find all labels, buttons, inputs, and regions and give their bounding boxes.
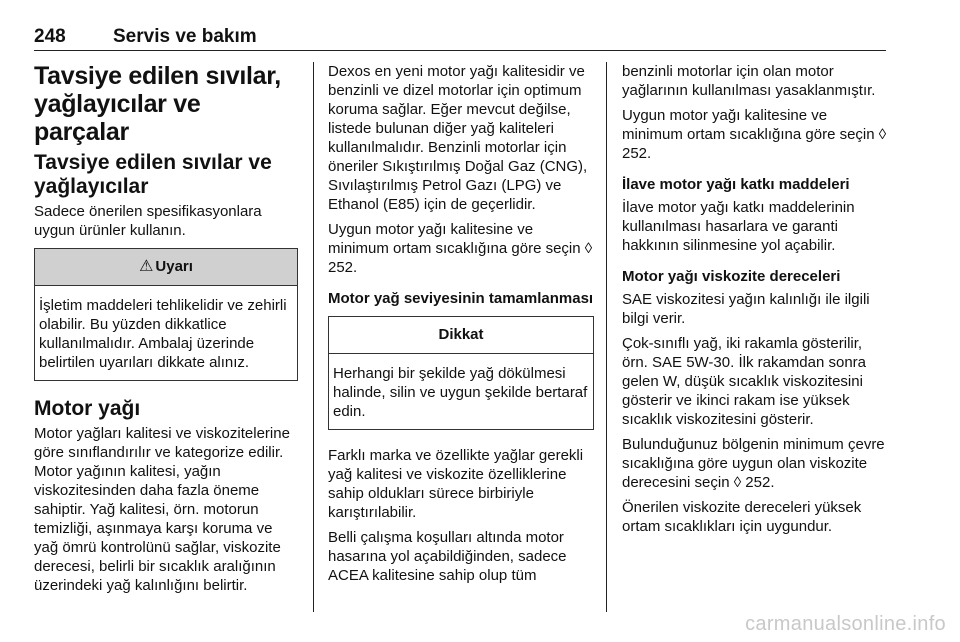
motor-oil-heading: Motor yağı <box>34 397 141 420</box>
column-3 <box>622 62 888 542</box>
oil-selection-paragraph-2: Uygun motor yağı kalitesine ve minimum ortam sıcaklığına göre seçin ◊ 252. <box>622 107 887 162</box>
acea-paragraph: Belli çalışma koşulları altında motor hasarına yol açabildiğinden, sadece ACEA kalitesine sahip olup tüm <box>328 529 567 584</box>
page-number: 248 <box>34 26 66 47</box>
column-1 <box>34 62 298 601</box>
mixing-paragraph: Farklı marka ve özellikte yağlar gerekli yağ kalitesi ve viskozite özelliklerine sahip oldukları sürece birbiriyle karıştırılabilir. <box>328 447 584 521</box>
intro-text: Sadece önerilen spesifikasyonlara uygun ürünler kullanın. <box>34 203 262 239</box>
viscosity-text-2: Çok-sınıflı yağ, iki rakamla gösterilir, örn. SAE 5W-30. İlk rakamdan sonra gelen W, düşük sıcaklık viskozitesini gösterir ve ikinci rakam ise yüksek sıcaklık viskozitesini gösterir. <box>622 335 866 428</box>
column-divider-1 <box>313 62 314 612</box>
warning-box <box>34 248 298 381</box>
warning-triangle-icon: ⚠ <box>139 258 154 275</box>
viscosity-text-3: Bulunduğunuz bölgenin minimum çevre sıcaklığına göre uygun olan viskozite derecesini seçin ◊ 252. <box>622 436 885 491</box>
viscosity-text-4: Önerilen viskozite dereceleri yüksek ortam sıcaklıkları için uygundur. <box>622 499 862 535</box>
watermark: carmanualsonline.info <box>745 613 946 635</box>
motor-oil-text: Motor yağları kalitesi ve viskozitelerine göre sınıflandırılır ve kategorize edilir. Motor yağının kalitesi, yağın viskozitesinden daha fazla öneme sahiptir. Yağ kalitesi, örn. motorun temizliği, aşınmaya karşı koruma ve yağ ömrü kontrolünü sağlar, viskozite derecesi, belirli bir sıcaklık aralığının üzerindeki yağ kalınlığını belirtir. <box>34 425 290 594</box>
warning-box-title <box>35 249 297 286</box>
page-header <box>34 22 886 51</box>
caution-box-title: Dikkat <box>329 317 593 354</box>
additives-heading: İlave motor yağı katkı maddeleri <box>622 176 850 193</box>
oil-selection-paragraph: Uygun motor yağı kalitesine ve minimum ortam sıcaklığına göre seçin ◊ 252. <box>328 221 593 276</box>
topup-heading: Motor yağ seviyesinin tamamlanması <box>328 290 594 307</box>
viscosity-heading: Motor yağı viskozite dereceleri <box>622 268 841 285</box>
dexos-paragraph: Dexos en yeni motor yağı kalitesidir ve benzinli ve dizel motorlar için optimum koruma sağlar. Eğer mevcut değilse, listede bulunan diğer yağ kaliteleri kullanılmalıdır. Benzinli motorlar için öneriler Sıkıştırılmış Doğal Gaz (CNG), Sıvılaştırılmış Petrol Gazı (LPG) ve Ethanol (E85) için de geçerlidir. <box>328 63 588 213</box>
acea-continued-paragraph: benzinli motorlar için olan motor yağlarının kullanılması yasaklanmıştır. <box>622 63 876 99</box>
column-2 <box>328 62 594 591</box>
main-heading: Tavsiye edilen sıvılar, yağlayıcılar ve parçalar <box>34 62 281 146</box>
additives-text: İlave motor yağı katkı maddelerinin kullanılması hasarlara ve garanti hakkının silinmesine yol açabilir. <box>622 199 855 254</box>
caution-box-body: Herhangi bir şekilde yağ dökülmesi halinde, silin ve uygun şekilde bertaraf edin. <box>333 365 588 420</box>
viscosity-text-1: SAE viskozitesi yağın kalınlığı ile ilgili bilgi verir. <box>622 291 870 327</box>
warning-box-body: İşletim maddeleri tehlikelidir ve zehirli olabilir. Bu yüzden dikkatlice kullanılmalıdır. Ambalaj üzerinde belirtilen uyarıları dikkate alınız. <box>39 297 287 371</box>
warning-title-text: Uyarı <box>155 258 193 275</box>
sub-heading: Tavsiye edilen sıvılar ve yağlayıcılar <box>34 151 272 198</box>
column-divider-2 <box>606 62 607 612</box>
section-title: Servis ve bakım <box>113 26 257 47</box>
caution-box <box>328 316 594 430</box>
